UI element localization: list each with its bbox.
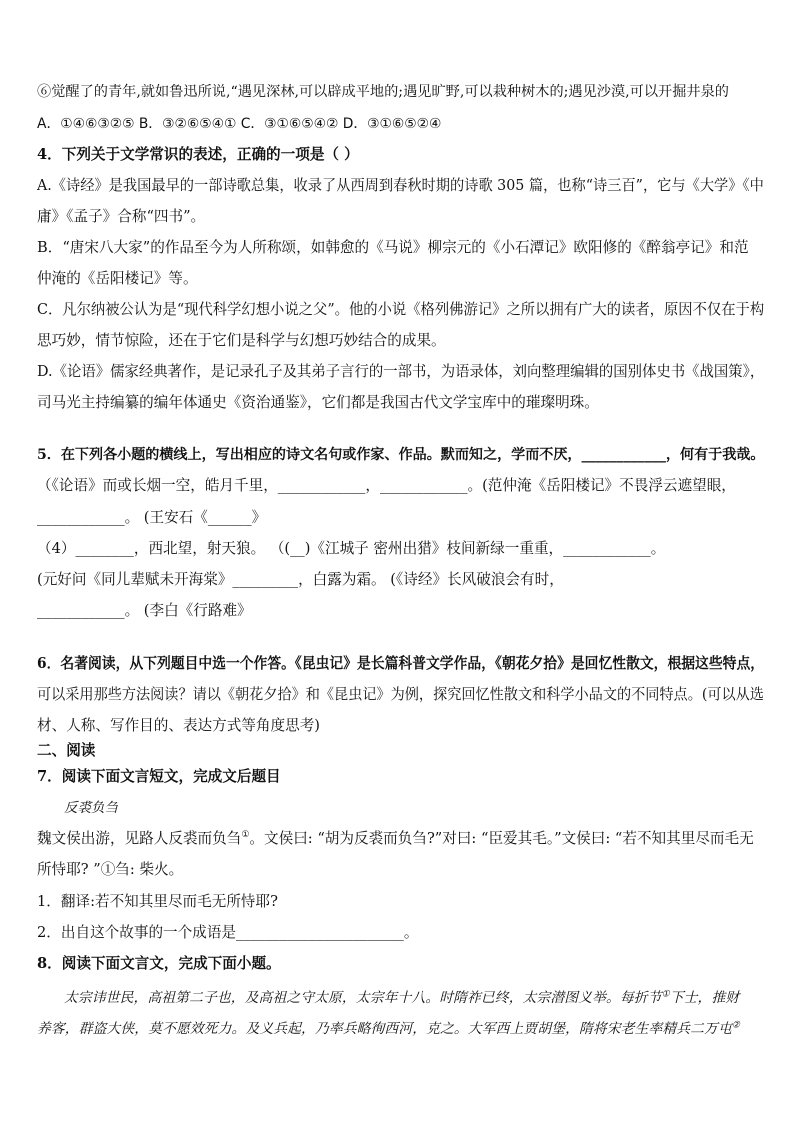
text-line: ____________。 (王安石《______》 [37, 509, 267, 526]
answer-options: A．①④⑥③②⑤ B．③②⑥⑤④① C．③①⑥⑤④② D．③①⑥⑤②④ [37, 116, 442, 132]
subquestion-2: 2．出自这个故事的一个成语是_______________________。 [37, 924, 419, 941]
passage-text: 下士，推财 [669, 990, 740, 1006]
question-7: 7．阅读下面文言短文，完成文后题目 [37, 768, 281, 785]
option-d: D.《论语》儒家经典著作，是记录孔子及其弟子言行的一部书，为语录体，刘向整理编辑的国别体史书《战国策》， [37, 363, 765, 380]
text-line: ⑥觉醒了的青年,就如鲁迅所说,“遇见深林,可以辟成平地的;遇见旷野,可以栽种树木的;遇见沙漠,可以开掘井泉的 [37, 84, 729, 100]
subquestion-1: 1．翻译:若不知其里尽而毛无所恃耶? [37, 893, 278, 910]
text-line: 司马光主持编纂的编年体通史《资治通鉴》，它们都是我国古代文学宝库中的璀璨明珠。 [37, 394, 599, 411]
footnote-mark: ① [241, 830, 250, 841]
passage-line: 所恃耶? ”①刍: 柴火。 [37, 861, 184, 878]
text-line: 可以采用那些方法阅读？请以《朝花夕拾》和《昆虫记》为例，探究回忆性散文和科学小品文的不同特点。(可以从选 [37, 686, 764, 703]
option-c: C．凡尔纳被公认为是“现代科学幻想小说之父”。他的小说《格列佛游记》之所以拥有广大的读者，原因不仅在于构 [37, 301, 765, 318]
text-line: 庸》《孟子》合称“四书”。 [37, 208, 206, 225]
section-heading: 二、阅读 [37, 742, 96, 759]
text-line: (元好问《同儿辈赋未开海棠》_________，白露为霜。 (《诗经》长风破浪会有时， [37, 571, 564, 588]
passage-line [37, 829, 754, 849]
footnote-mark: ② [731, 1020, 741, 1031]
text-line: 思巧妙，情节惊险，还在于它们是科学与幻想巧妙结合的成果。 [37, 332, 446, 349]
question-8: 8．阅读下面文言文，完成下面小题。 [37, 955, 281, 972]
question-5: 5．在下列各小题的横线上，写出相应的诗文名句或作家、作品。默而知之，学而不厌，____________，何有于我哉。 [37, 447, 765, 463]
question-6: 6．名著阅读，从下列题目中选一个作答。《昆虫记》是长篇科普文学作品，《朝花夕拾》是回忆性散文，根据这些特点， [37, 655, 765, 672]
text-line: 仲淹的《岳阳楼记》等。 [37, 270, 198, 287]
passage-text: 太宗讳世民，高祖第二子也，及高祖之守太原，太宗年十八。时隋祚已终，太宗潜图义举。每折节 [64, 990, 662, 1006]
option-a: A.《诗经》是我国最早的一部诗歌总集，收录了从西周到春秋时期的诗歌 305 篇，也称“诗三百”，它与《大学》《中 [37, 177, 764, 194]
text-line: （《论语》而或长烟一空，皓月千里，____________，____________。(范仲淹《岳阳楼记》不畏浮云遮望眼， [37, 477, 736, 494]
text-line: （4）________，西北望，射天狼。 （(__)《江城子 密州出猎》枝间新绿一重重，____________。 [37, 540, 666, 557]
passage-title: 反裘负刍 [64, 800, 118, 816]
option-b: B．“唐宋八大家”的作品至今为人所称颂，如韩愈的《马说》柳宗元的《小石潭记》欧阳修的《醉翁亭记》和范 [37, 239, 749, 256]
text-line: 材、人称、写作目的、表达方式等角度思考) [37, 717, 320, 734]
question-4: 4．下列关于文学常识的表述，正确的一项是（ ） [37, 146, 359, 163]
passage-line [37, 1019, 740, 1039]
passage-text: 魏文侯出游，见路人反裘而负刍 [37, 830, 242, 847]
passage-text: 。文侯曰: “胡为反裘而负刍?”对曰: “臣爱其毛。”文侯曰: “若不知其里尽而毛无 [249, 830, 754, 847]
passage-line [64, 988, 739, 1008]
passage-text: 养客，群盗大侠，莫不愿效死力。及义兵起，乃率兵略徇西河，克之。大军西上贾胡堡，隋将宋老生率精兵二万屯 [37, 1021, 732, 1037]
text-line: ____________。 (李白《行路难》 [37, 602, 252, 619]
footnote-mark: ① [661, 989, 670, 1000]
